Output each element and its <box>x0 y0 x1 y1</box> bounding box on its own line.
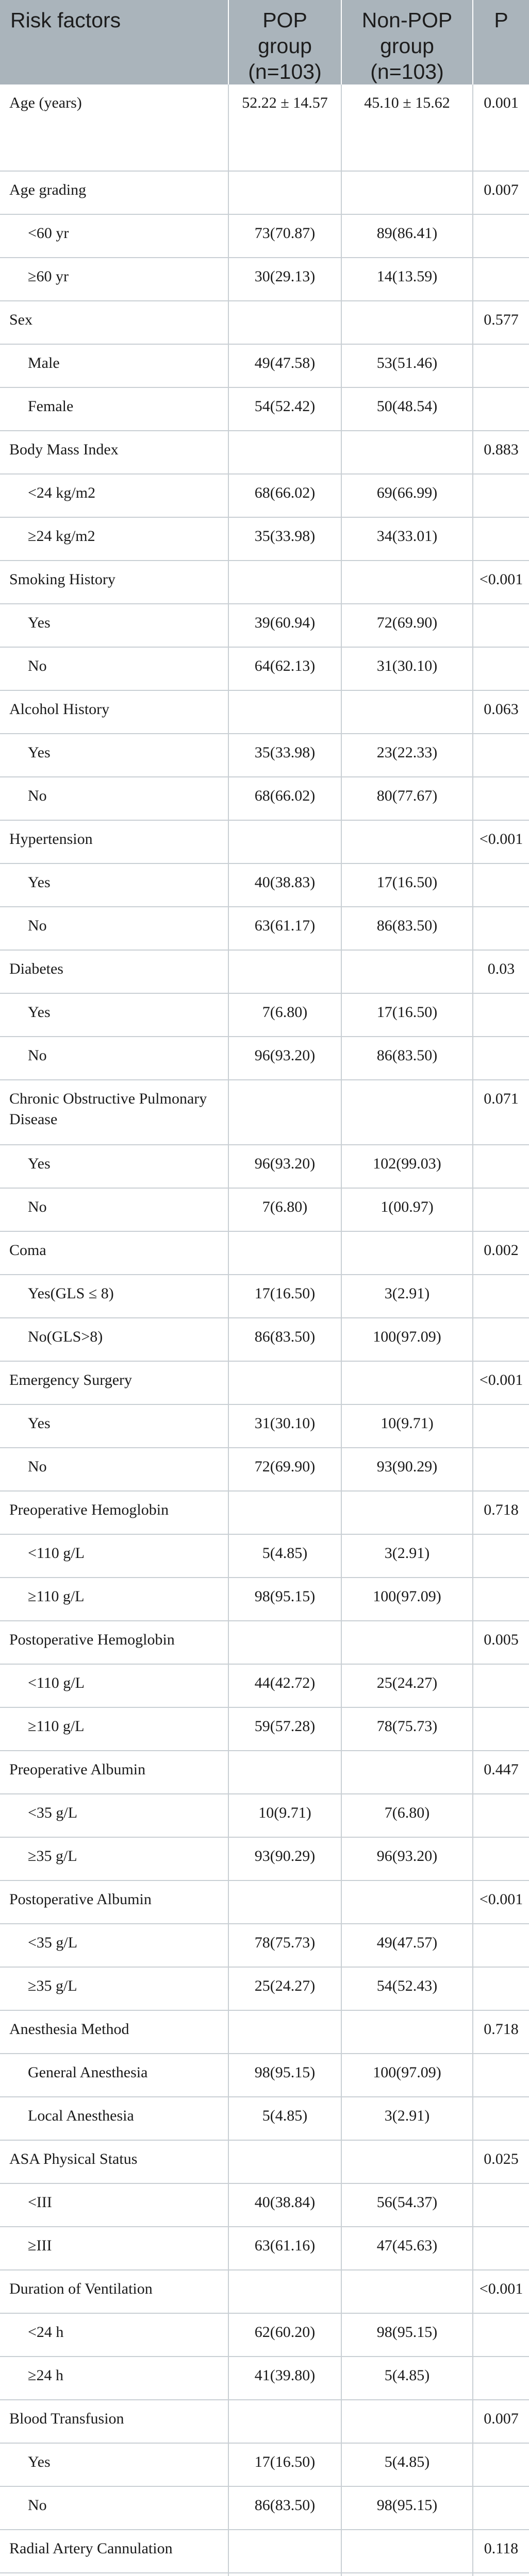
pop-group-cell: 64(62.13) <box>228 647 341 690</box>
risk-factor-cell: Coma <box>0 1231 228 1275</box>
table-row-factor <box>0 2270 529 2313</box>
pop-group-cell <box>228 1751 341 1794</box>
risk-factor-cell: ≥24 kg/m2 <box>0 517 228 561</box>
pop-group-cell <box>228 1491 341 1534</box>
non-pop-group-cell <box>341 820 473 863</box>
risk-factor-cell: Local Anesthesia <box>0 2097 228 2140</box>
table-row-subcategory <box>0 474 529 517</box>
risk-factor-cell: No <box>0 1448 228 1491</box>
risk-factor-cell: <24 kg/m2 <box>0 474 228 517</box>
risk-factor-cell: Smoking History <box>0 561 228 604</box>
p-value-cell: <0.001 <box>473 820 529 863</box>
non-pop-group-cell <box>341 171 473 214</box>
pop-group-cell: 86(83.50) <box>228 1318 341 1361</box>
risk-factor-cell: Yes <box>0 993 228 1037</box>
table-row-factor <box>0 1080 529 1145</box>
table-row-subcategory <box>0 863 529 907</box>
non-pop-group-cell: 25(24.27) <box>341 1664 473 1707</box>
pop-group-cell <box>228 2573 341 2576</box>
p-value-cell <box>473 647 529 690</box>
risk-factor-cell: ≥35 g/L <box>0 1837 228 1880</box>
pop-group-cell: 54(52.42) <box>228 387 341 431</box>
p-value-cell <box>473 2183 529 2227</box>
p-value-cell <box>473 2357 529 2400</box>
table-row-factor <box>0 690 529 734</box>
non-pop-group-cell <box>341 2573 473 2576</box>
non-pop-group-cell <box>341 2400 473 2443</box>
header-pop-group: POP group (n=103) <box>228 0 341 84</box>
risk-factor-cell: ≥110 g/L <box>0 1578 228 1621</box>
non-pop-group-cell <box>341 950 473 993</box>
p-value-cell <box>473 1707 529 1751</box>
risk-factor-cell: Hypertension <box>0 820 228 863</box>
table-row-subcategory <box>0 1145 529 1188</box>
pop-group-cell <box>228 2530 341 2573</box>
non-pop-group-cell: 98(95.15) <box>341 2313 473 2357</box>
non-pop-group-cell <box>341 1491 473 1534</box>
table-row-subcategory <box>0 777 529 820</box>
p-value-cell <box>473 1578 529 1621</box>
table-row-subcategory <box>0 1188 529 1231</box>
p-value-cell <box>473 474 529 517</box>
table-row-factor <box>0 1621 529 1664</box>
risk-factor-cell: <24 h <box>0 2313 228 2357</box>
pop-group-cell: 7(6.80) <box>228 993 341 1037</box>
table-row-subcategory <box>0 2357 529 2400</box>
pop-group-cell <box>228 1621 341 1664</box>
non-pop-group-cell: 102(99.03) <box>341 1145 473 1188</box>
table-row-factor <box>0 2010 529 2054</box>
pop-group-cell: 40(38.84) <box>228 2183 341 2227</box>
p-value-cell <box>473 2486 529 2530</box>
table-row-subcategory <box>0 1404 529 1448</box>
non-pop-group-cell <box>341 2140 473 2183</box>
pop-group-cell <box>228 820 341 863</box>
table-row-subcategory <box>0 993 529 1037</box>
table-row-subcategory <box>0 2227 529 2270</box>
risk-factor-cell: <110 g/L <box>0 1664 228 1707</box>
non-pop-group-cell <box>341 1361 473 1404</box>
non-pop-group-cell: 54(52.43) <box>341 1967 473 2010</box>
risk-factor-cell: Yes <box>0 1145 228 1188</box>
risk-factor-cell: Yes <box>0 734 228 777</box>
risk-factor-cell: General Anesthesia <box>0 2054 228 2097</box>
p-value-cell: <0.001 <box>473 2270 529 2313</box>
p-value-cell: 0.718 <box>473 1491 529 1534</box>
pop-group-cell: 62(60.20) <box>228 2313 341 2357</box>
non-pop-group-cell: 72(69.90) <box>341 604 473 647</box>
non-pop-group-cell: 98(95.15) <box>341 2486 473 2530</box>
p-value-cell: 0.002 <box>473 1231 529 1275</box>
p-value-cell <box>473 1275 529 1318</box>
table-row-factor <box>0 820 529 863</box>
non-pop-group-cell <box>341 431 473 474</box>
pop-group-cell <box>228 2400 341 2443</box>
non-pop-group-cell: 17(16.50) <box>341 863 473 907</box>
risk-factor-cell: <60 yr <box>0 214 228 258</box>
pop-group-cell <box>228 431 341 474</box>
risk-factor-cell: <110 g/L <box>0 1534 228 1578</box>
risk-factor-cell: Emergency Surgery <box>0 1361 228 1404</box>
table-row-subcategory <box>0 2313 529 2357</box>
pop-group-cell: 93(90.29) <box>228 1837 341 1880</box>
table-row-factor <box>0 1491 529 1534</box>
header-non-pop-group: Non-POP group (n=103) <box>341 0 473 84</box>
pop-group-cell: 72(69.90) <box>228 1448 341 1491</box>
non-pop-group-cell <box>341 301 473 344</box>
table-row-factor <box>0 561 529 604</box>
p-value-cell <box>473 387 529 431</box>
risk-factor-cell: ASA Physical Status <box>0 2140 228 2183</box>
p-value-cell: 0.447 <box>473 1751 529 1794</box>
pop-group-cell: 96(93.20) <box>228 1145 341 1188</box>
risk-factor-cell: <35 g/L <box>0 1924 228 1967</box>
pop-group-cell <box>228 301 341 344</box>
table-row-subcategory <box>0 1924 529 1967</box>
p-value-cell <box>473 2573 529 2576</box>
table-row-subcategory <box>0 2054 529 2097</box>
p-value-cell <box>473 1924 529 1967</box>
table-row-factor <box>0 301 529 344</box>
p-value-cell <box>473 1145 529 1188</box>
table-row-subcategory <box>0 1318 529 1361</box>
p-value-cell: <0.001 <box>473 561 529 604</box>
non-pop-group-cell <box>341 1231 473 1275</box>
p-value-cell <box>473 2313 529 2357</box>
risk-factor-cell: ≥24 h <box>0 2357 228 2400</box>
pop-group-cell: 86(83.50) <box>228 2486 341 2530</box>
table-row-factor <box>0 1231 529 1275</box>
non-pop-group-cell: 10(9.71) <box>341 1404 473 1448</box>
table-row-factor <box>0 84 529 171</box>
table-body <box>0 84 529 2576</box>
table-row-subcategory <box>0 2443 529 2486</box>
pop-group-cell: 98(95.15) <box>228 2054 341 2097</box>
non-pop-group-cell: 5(4.85) <box>341 2443 473 2486</box>
risk-factor-cell: Chronic Obstructive Pulmonary Disease <box>0 1080 228 1145</box>
risk-factor-cell: Yes(GLS ≤ 8) <box>0 1275 228 1318</box>
p-value-cell <box>473 1664 529 1707</box>
p-value-cell <box>473 517 529 561</box>
risk-factor-cell: Yes <box>0 2443 228 2486</box>
non-pop-group-cell <box>341 561 473 604</box>
p-value-cell: <0.001 <box>473 1880 529 1924</box>
pop-group-cell: 78(75.73) <box>228 1924 341 1967</box>
table-row-factor <box>0 950 529 993</box>
pop-group-cell: 17(16.50) <box>228 1275 341 1318</box>
p-value-cell <box>473 1448 529 1491</box>
non-pop-group-cell <box>341 2010 473 2054</box>
non-pop-group-cell: 53(51.46) <box>341 344 473 387</box>
p-value-cell <box>473 777 529 820</box>
risk-factor-cell: Preoperative Hemoglobin <box>0 1491 228 1534</box>
p-value-cell: 0.001 <box>473 84 529 171</box>
table-row-subcategory <box>0 1794 529 1837</box>
non-pop-group-cell <box>341 1080 473 1145</box>
table-row-subcategory <box>0 214 529 258</box>
p-value-cell <box>473 258 529 301</box>
table-row-subcategory <box>0 2183 529 2227</box>
table-row-subcategory <box>0 1837 529 1880</box>
table-row-subcategory <box>0 1448 529 1491</box>
pop-group-cell <box>228 950 341 993</box>
risk-factor-cell: ≥III <box>0 2227 228 2270</box>
risk-factor-cell: No <box>0 2486 228 2530</box>
non-pop-group-cell: 3(2.91) <box>341 2097 473 2140</box>
non-pop-group-cell <box>341 690 473 734</box>
table-row-factor <box>0 1880 529 1924</box>
non-pop-group-cell: 100(97.09) <box>341 2054 473 2097</box>
p-value-cell <box>473 2097 529 2140</box>
pop-group-cell <box>228 561 341 604</box>
p-value-cell: 0.063 <box>473 690 529 734</box>
p-value-cell <box>473 1318 529 1361</box>
pop-group-cell: 96(93.20) <box>228 1037 341 1080</box>
pop-group-cell: 35(33.98) <box>228 517 341 561</box>
pop-group-cell <box>228 2270 341 2313</box>
pop-group-cell: 5(4.85) <box>228 2097 341 2140</box>
non-pop-group-cell: 96(93.20) <box>341 1837 473 1880</box>
risk-factor-cell: No <box>0 647 228 690</box>
table-row-subcategory <box>0 2573 529 2576</box>
table-row-subcategory <box>0 604 529 647</box>
non-pop-group-cell <box>341 1621 473 1664</box>
p-value-cell <box>473 2227 529 2270</box>
table-row-subcategory <box>0 517 529 561</box>
pop-group-cell <box>228 1231 341 1275</box>
risk-factor-cell: Duration of Ventilation <box>0 2270 228 2313</box>
non-pop-group-cell: 86(83.50) <box>341 907 473 950</box>
pop-group-cell <box>228 1080 341 1145</box>
table-header <box>0 0 529 84</box>
non-pop-group-cell: 1(00.97) <box>341 1188 473 1231</box>
risk-factor-cell <box>0 2573 228 2576</box>
risk-factor-cell: Anesthesia Method <box>0 2010 228 2054</box>
non-pop-group-cell: 31(30.10) <box>341 647 473 690</box>
p-value-cell <box>473 1794 529 1837</box>
table-row-subcategory <box>0 907 529 950</box>
pop-group-cell: 5(4.85) <box>228 1534 341 1578</box>
non-pop-group-cell: 89(86.41) <box>341 214 473 258</box>
pop-group-cell: 44(42.72) <box>228 1664 341 1707</box>
non-pop-group-cell: 5(4.85) <box>341 2357 473 2400</box>
risk-factor-cell: Postoperative Hemoglobin <box>0 1621 228 1664</box>
p-value-cell <box>473 1188 529 1231</box>
pop-group-cell: 10(9.71) <box>228 1794 341 1837</box>
p-value-cell: 0.025 <box>473 2140 529 2183</box>
risk-factor-cell: No <box>0 777 228 820</box>
non-pop-group-cell <box>341 2270 473 2313</box>
non-pop-group-cell: 100(97.09) <box>341 1318 473 1361</box>
non-pop-group-cell: 56(54.37) <box>341 2183 473 2227</box>
p-value-cell: 0.577 <box>473 301 529 344</box>
pop-group-cell: 7(6.80) <box>228 1188 341 1231</box>
risk-factor-cell: Radial Artery Cannulation <box>0 2530 228 2573</box>
header-row <box>0 0 529 84</box>
non-pop-group-cell: 93(90.29) <box>341 1448 473 1491</box>
pop-group-cell: 52.22 ± 14.57 <box>228 84 341 171</box>
p-value-cell: 0.007 <box>473 2400 529 2443</box>
pop-group-cell: 35(33.98) <box>228 734 341 777</box>
risk-factor-cell: Alcohol History <box>0 690 228 734</box>
risk-factor-cell: Yes <box>0 863 228 907</box>
table-row-factor <box>0 2400 529 2443</box>
non-pop-group-cell: 86(83.50) <box>341 1037 473 1080</box>
non-pop-group-cell: 3(2.91) <box>341 1275 473 1318</box>
pop-group-cell: 31(30.10) <box>228 1404 341 1448</box>
risk-factor-cell: <III <box>0 2183 228 2227</box>
risk-factor-cell: Yes <box>0 1404 228 1448</box>
non-pop-group-cell: 100(97.09) <box>341 1578 473 1621</box>
non-pop-group-cell: 7(6.80) <box>341 1794 473 1837</box>
non-pop-group-cell: 47(45.63) <box>341 2227 473 2270</box>
p-value-cell <box>473 1404 529 1448</box>
pop-group-cell: 63(61.16) <box>228 2227 341 2270</box>
non-pop-group-cell: 69(66.99) <box>341 474 473 517</box>
pop-group-cell: 25(24.27) <box>228 1967 341 2010</box>
risk-factor-cell: No <box>0 1037 228 1080</box>
pop-group-cell: 73(70.87) <box>228 214 341 258</box>
table-row-subcategory <box>0 1534 529 1578</box>
table-row-subcategory <box>0 1967 529 2010</box>
p-value-cell <box>473 1967 529 2010</box>
risk-factor-cell: Blood Transfusion <box>0 2400 228 2443</box>
non-pop-group-cell: 23(22.33) <box>341 734 473 777</box>
p-value-cell <box>473 2443 529 2486</box>
table-row-subcategory <box>0 1707 529 1751</box>
risk-factor-cell: Male <box>0 344 228 387</box>
pop-group-cell: 41(39.80) <box>228 2357 341 2400</box>
table-row-subcategory <box>0 1275 529 1318</box>
p-value-cell <box>473 344 529 387</box>
p-value-cell <box>473 214 529 258</box>
risk-factor-cell: <35 g/L <box>0 1794 228 1837</box>
non-pop-group-cell: 49(47.57) <box>341 1924 473 1967</box>
table-row-subcategory <box>0 647 529 690</box>
risk-factor-cell: No(GLS>8) <box>0 1318 228 1361</box>
risk-factor-cell: Female <box>0 387 228 431</box>
header-risk-factors: Risk factors <box>0 0 228 84</box>
table-row-subcategory <box>0 344 529 387</box>
pop-group-cell <box>228 1361 341 1404</box>
p-value-cell <box>473 2054 529 2097</box>
pop-group-cell: 49(47.58) <box>228 344 341 387</box>
pop-group-cell <box>228 1880 341 1924</box>
p-value-cell: <0.001 <box>473 1361 529 1404</box>
non-pop-group-cell: 17(16.50) <box>341 993 473 1037</box>
p-value-cell <box>473 907 529 950</box>
risk-factor-cell: ≥110 g/L <box>0 1707 228 1751</box>
pop-group-cell: 63(61.17) <box>228 907 341 950</box>
non-pop-group-cell: 50(48.54) <box>341 387 473 431</box>
p-value-cell <box>473 1837 529 1880</box>
pop-group-cell: 30(29.13) <box>228 258 341 301</box>
non-pop-group-cell: 45.10 ± 15.62 <box>341 84 473 171</box>
table-row-subcategory <box>0 2486 529 2530</box>
p-value-cell <box>473 734 529 777</box>
risk-factor-cell: Body Mass Index <box>0 431 228 474</box>
p-value-cell: 0.007 <box>473 171 529 214</box>
pop-group-cell: 68(66.02) <box>228 777 341 820</box>
p-value-cell: 0.718 <box>473 2010 529 2054</box>
table-row-factor <box>0 2140 529 2183</box>
non-pop-group-cell: 14(13.59) <box>341 258 473 301</box>
pop-group-cell: 98(95.15) <box>228 1578 341 1621</box>
pop-group-cell <box>228 2140 341 2183</box>
header-p-value: P <box>473 0 529 84</box>
table-row-factor <box>0 1751 529 1794</box>
risk-factor-cell: Age grading <box>0 171 228 214</box>
non-pop-group-cell: 78(75.73) <box>341 1707 473 1751</box>
risk-factor-cell: Age (years) <box>0 84 228 171</box>
pop-group-cell <box>228 171 341 214</box>
non-pop-group-cell: 3(2.91) <box>341 1534 473 1578</box>
p-value-cell: 0.03 <box>473 950 529 993</box>
table-row-factor <box>0 431 529 474</box>
risk-factor-cell: Sex <box>0 301 228 344</box>
non-pop-group-cell <box>341 1751 473 1794</box>
non-pop-group-cell <box>341 2530 473 2573</box>
pop-group-cell <box>228 690 341 734</box>
pop-group-cell: 68(66.02) <box>228 474 341 517</box>
p-value-cell <box>473 604 529 647</box>
table-row-subcategory <box>0 2097 529 2140</box>
table-row-subcategory <box>0 1664 529 1707</box>
pop-group-cell: 40(38.83) <box>228 863 341 907</box>
risk-factor-cell: Yes <box>0 604 228 647</box>
risk-factor-cell: ≥60 yr <box>0 258 228 301</box>
p-value-cell <box>473 993 529 1037</box>
non-pop-group-cell <box>341 1880 473 1924</box>
table-row-factor <box>0 171 529 214</box>
p-value-cell: 0.071 <box>473 1080 529 1145</box>
p-value-cell: 0.883 <box>473 431 529 474</box>
risk-factor-cell: No <box>0 907 228 950</box>
p-value-cell <box>473 863 529 907</box>
p-value-cell <box>473 1037 529 1080</box>
p-value-cell <box>473 1534 529 1578</box>
risk-factor-cell: No <box>0 1188 228 1231</box>
table-row-subcategory <box>0 387 529 431</box>
risk-factor-cell: Postoperative Albumin <box>0 1880 228 1924</box>
non-pop-group-cell: 34(33.01) <box>341 517 473 561</box>
risk-factor-cell: Diabetes <box>0 950 228 993</box>
pop-group-cell <box>228 2010 341 2054</box>
risk-factor-cell: ≥35 g/L <box>0 1967 228 2010</box>
p-value-cell: 0.118 <box>473 2530 529 2573</box>
p-value-cell: 0.005 <box>473 1621 529 1664</box>
table-row-factor <box>0 2530 529 2573</box>
table-row-subcategory <box>0 1037 529 1080</box>
table-row-subcategory <box>0 734 529 777</box>
pop-group-cell: 39(60.94) <box>228 604 341 647</box>
table-row-factor <box>0 1361 529 1404</box>
risk-factor-cell: Preoperative Albumin <box>0 1751 228 1794</box>
table-row-subcategory <box>0 1578 529 1621</box>
pop-group-cell: 59(57.28) <box>228 1707 341 1751</box>
table-row-subcategory <box>0 258 529 301</box>
pop-group-cell: 17(16.50) <box>228 2443 341 2486</box>
non-pop-group-cell: 80(77.67) <box>341 777 473 820</box>
